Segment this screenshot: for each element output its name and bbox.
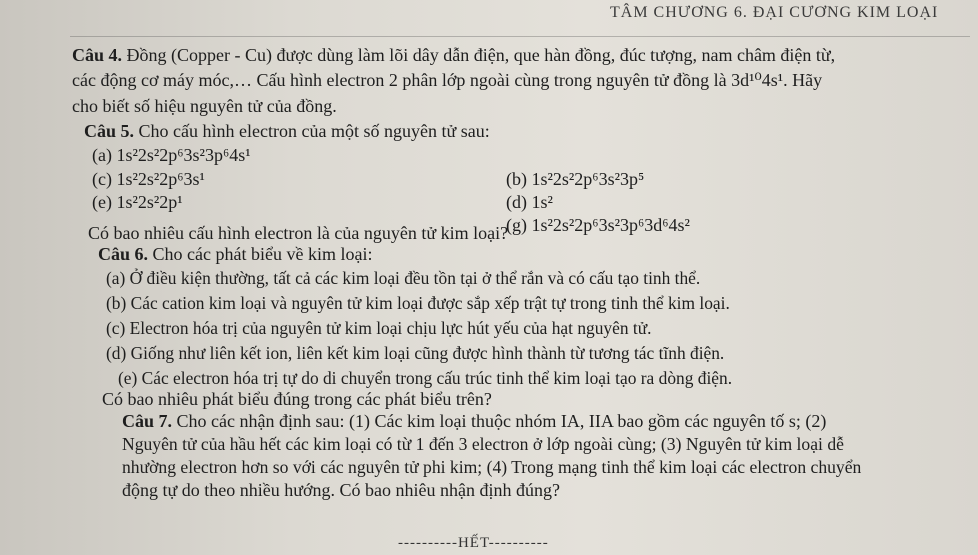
q4-line3: cho biết số hiệu nguyên tử của đồng. <box>72 96 337 116</box>
q5-label: Câu 5. <box>84 121 135 141</box>
q6-statement-c: (c) Electron hóa trị của nguyên tử kim loại chịu lực hút yếu của hạt nguyên tử. <box>106 318 652 338</box>
q6-intro-line <box>98 243 372 265</box>
header-divider <box>70 36 970 37</box>
q4-label: Câu 4. <box>72 45 123 65</box>
q4-text-1: Đồng (Copper - Cu) được dùng làm lõi dây dẫn điện, que hàn đồng, đúc tượng, nam châm điện từ, <box>126 45 836 65</box>
q5-option-a: (a) 1s²2s²2p⁶3s²3p⁶4s¹ <box>92 145 251 165</box>
q5-option-d: (d) 1s² <box>506 192 553 212</box>
q5-option-b: (b) 1s²2s²2p⁶3s²3p⁵ <box>506 169 645 189</box>
q4-line2: các động cơ máy móc,… Cấu hình electron 2 phân lớp ngoài cùng trong nguyên tử đồng là 3d¹⁰4s¹. Hãy <box>72 70 823 90</box>
q7-line2: Nguyên tử của hầu hết các kim loại có từ 1 đến 3 electron ở lớp ngoài cùng; (3) Nguyên tử kim loại dễ <box>122 434 844 454</box>
q7-label: Câu 7. <box>122 411 173 431</box>
chapter-header: TÂM CHƯƠNG 6. ĐẠI CƯƠNG KIM LOẠI <box>610 4 939 21</box>
q6-statement-d: (d) Giống như liên kết ion, liên kết kim loại cũng được hình thành từ tương tác tĩnh điện. <box>106 343 725 363</box>
q6-label: Câu 6. <box>98 244 149 264</box>
q7-line3: nhường electron hơn so với các nguyên tử phi kim; (4) Trong mạng tinh thể kim loại các electron chuyển <box>122 457 862 477</box>
q6-intro: Cho các phát biểu về kim loại: <box>152 244 373 264</box>
q6-statement-e: (e) Các electron hóa trị tự do di chuyển trong cấu trúc tinh thể kim loại tạo ra dòng điện. <box>118 368 733 388</box>
q7-text-1: Cho các nhận định sau: (1) Các kim loại thuộc nhóm IA, IIA bao gồm các nguyên tố s; (2) <box>176 411 827 431</box>
q6-statement-b: (b) Các cation kim loại và nguyên tử kim loại được sắp xếp trật tự trong tinh thể kim loại. <box>106 293 730 313</box>
q7-line4: động tự do theo nhiều hướng. Có bao nhiêu nhận định đúng? <box>122 480 560 500</box>
q5-option-g: (g) 1s²2s²2p⁶3s²3p⁶3d⁶4s² <box>506 215 690 235</box>
end-marker: ----------HẾT---------- <box>398 535 549 551</box>
q7-line1 <box>122 410 826 432</box>
q5-option-e: (e) 1s²2s²2p¹ <box>92 192 183 212</box>
q4-line1 <box>72 44 835 66</box>
q5-question: Có bao nhiêu cấu hình electron là của nguyên tử kim loại? <box>88 223 509 243</box>
q6-statement-a: (a) Ở điều kiện thường, tất cả các kim loại đều tồn tại ở thể rắn và có cấu tạo tinh thể. <box>106 268 701 288</box>
q5-option-c: (c) 1s²2s²2p⁶3s¹ <box>92 169 205 189</box>
q5-intro: Cho cấu hình electron của một số nguyên tử sau: <box>138 121 490 141</box>
q6-question: Có bao nhiêu phát biểu đúng trong các phát biểu trên? <box>102 389 492 409</box>
q5-intro-line <box>84 120 490 142</box>
